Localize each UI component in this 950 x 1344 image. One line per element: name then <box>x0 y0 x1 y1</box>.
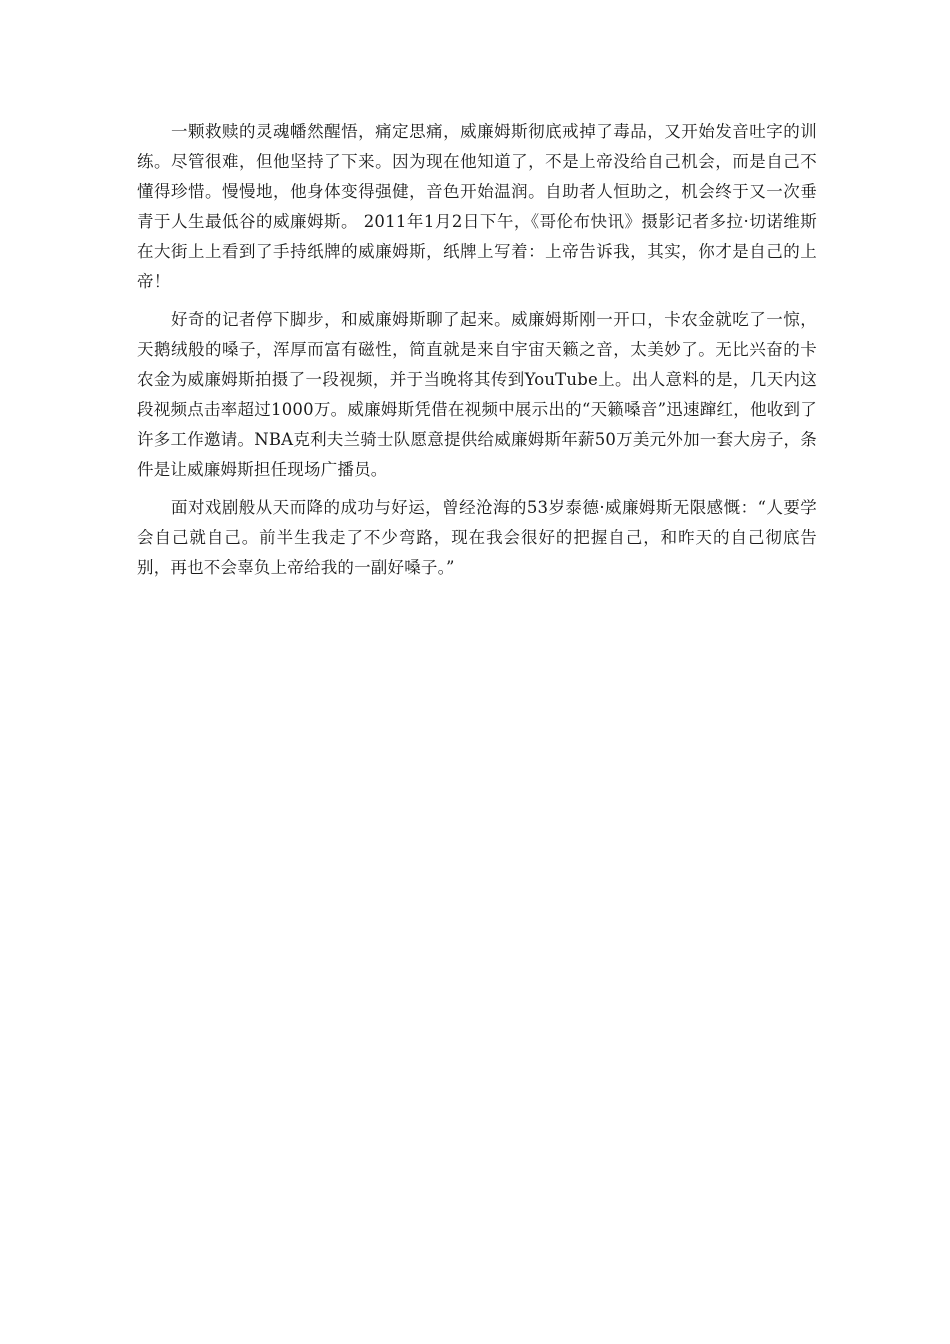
paragraph-1: 一颗救赎的灵魂幡然醒悟，痛定思痛，威廉姆斯彻底戒掉了毒品，又开始发音吐字的训练。尽管很难，但他坚持了下来。因为现在他知道了，不是上帝没给自己机会，而是自己不懂得珍惜。慢慢地，他身体变得强健，音色开始温润。自助者人恒助之，机会终于又一次垂青于人生最低谷的威廉姆斯。 2011年1月2日下午，《哥伦布快讯》摄影记者多拉·切诺维斯在大街上上看到了手持纸牌的威廉姆斯，纸牌上写着：上帝告诉我，其实，你才是自己的上帝！ <box>137 122 817 291</box>
paragraph-2: 好奇的记者停下脚步，和威廉姆斯聊了起来。威廉姆斯刚一开口，卡农金就吃了一惊，天鹅绒般的嗓子，浑厚而富有磁性，简直就是来自宇宙天籁之音，太美妙了。无比兴奋的卡农金为威廉姆斯拍摄了一段视频，并于当晚将其传到YouTube上。出人意料的是，几天内这段视频点击率超过1000万。威廉姆斯凭借在视频中展示出的“天籁嗓音”迅速蹿红，他收到了许多工作邀请。NBA克利夫兰骑士队愿意提供给威廉姆斯年薪50万美元外加一套大房子，条件是让威廉姆斯担任现场广播员。 <box>137 310 817 479</box>
paragraph-3: 面对戏剧般从天而降的成功与好运，曾经沧海的53岁泰德·威廉姆斯无限感慨：“人要学会自己就自己。前半生我走了不少弯路，现在我会很好的把握自己，和昨天的自己彻底告别，再也不会辜负上帝给我的一副好嗓子。” <box>137 498 817 577</box>
document-body <box>137 117 817 583</box>
